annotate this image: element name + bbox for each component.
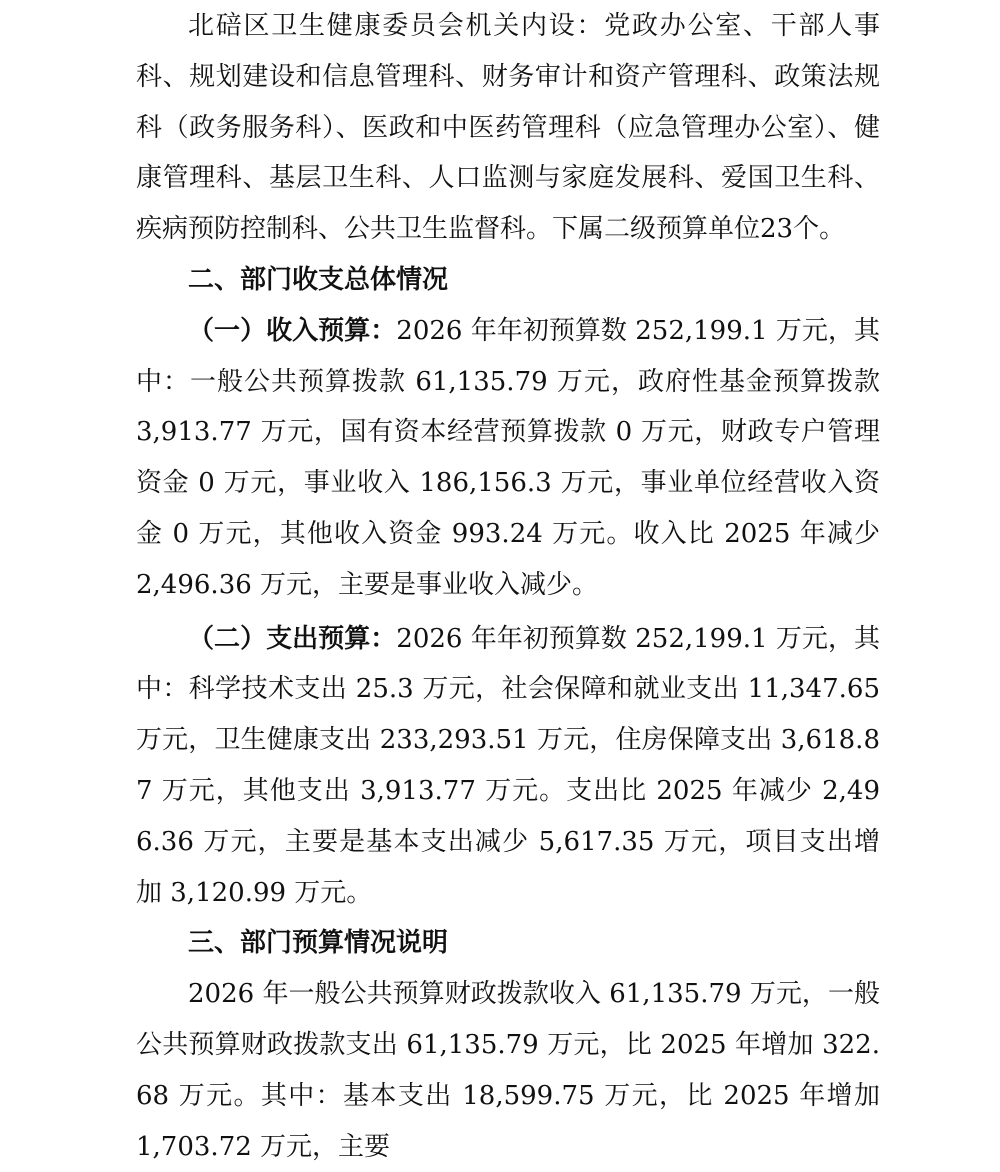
paragraph-general-budget: 2026 年一般公共预算财政拨款收入 61,135.79 万元，一般公共预算财政拨款支出 61,135.79 万元，比 2025 年增加 322.68 万元。其中：基本支出 18,599.75 万元，比 2025 年增加 1,703.72 万元，主要 <box>136 979 880 1162</box>
section-heading-budget-explanation: 三、部门预算情况说明 <box>188 928 449 959</box>
subheading-income-budget: （一）收入预算： <box>188 315 397 346</box>
income-budget-text: 2026 年年初预算数 252,199.1 万元，其中：一般公共预算拨款 61,135.79 万元，政府性基金预算拨款 3,913.77 万元，国有资本经营预算拨款 0 万元，财政专户管理资金 0 万元，事业收入 186,156.3 万元，事业单位经营收入资金 0 万元，其他收入资金 993.24 万元。收入比 2025 年减少 2,496.36 万元，主要是事业收入减少。 <box>136 315 880 600</box>
paragraph-expenditure-budget <box>136 614 880 919</box>
paragraph-departments: 北碚区卫生健康委员会机关内设：党政办公室、干部人事科、规划建设和信息管理科、财务审计和资产管理科、政策法规科（政务服务科）、医政和中医药管理科（应急管理办公室）、健康管理科、基层卫生科、人口监测与家庭发展科、爱国卫生科、疾病预防控制科、公共卫生监督科。下属二级预算单位23个。 <box>136 11 880 245</box>
document-page <box>136 0 880 1172</box>
expenditure-budget-text: 2026 年年初预算数 252,199.1 万元，其中：科学技术支出 25.3 万元，社会保障和就业支出 11,347.65 万元，卫生健康支出 233,293.51 万元，住房保障支出 3,618.87 万元，其他支出 3,913.77 万元。支出比 2025 年减少 2,496.36 万元，主要是基本支出减少 5,617.35 万元，项目支出增加 3,120.99 万元。 <box>136 623 880 908</box>
paragraph-income-budget <box>136 306 880 611</box>
subheading-expenditure-budget: （二）支出预算： <box>188 623 397 654</box>
section-heading-revenue-expenditure: 二、部门收支总体情况 <box>188 264 449 295</box>
